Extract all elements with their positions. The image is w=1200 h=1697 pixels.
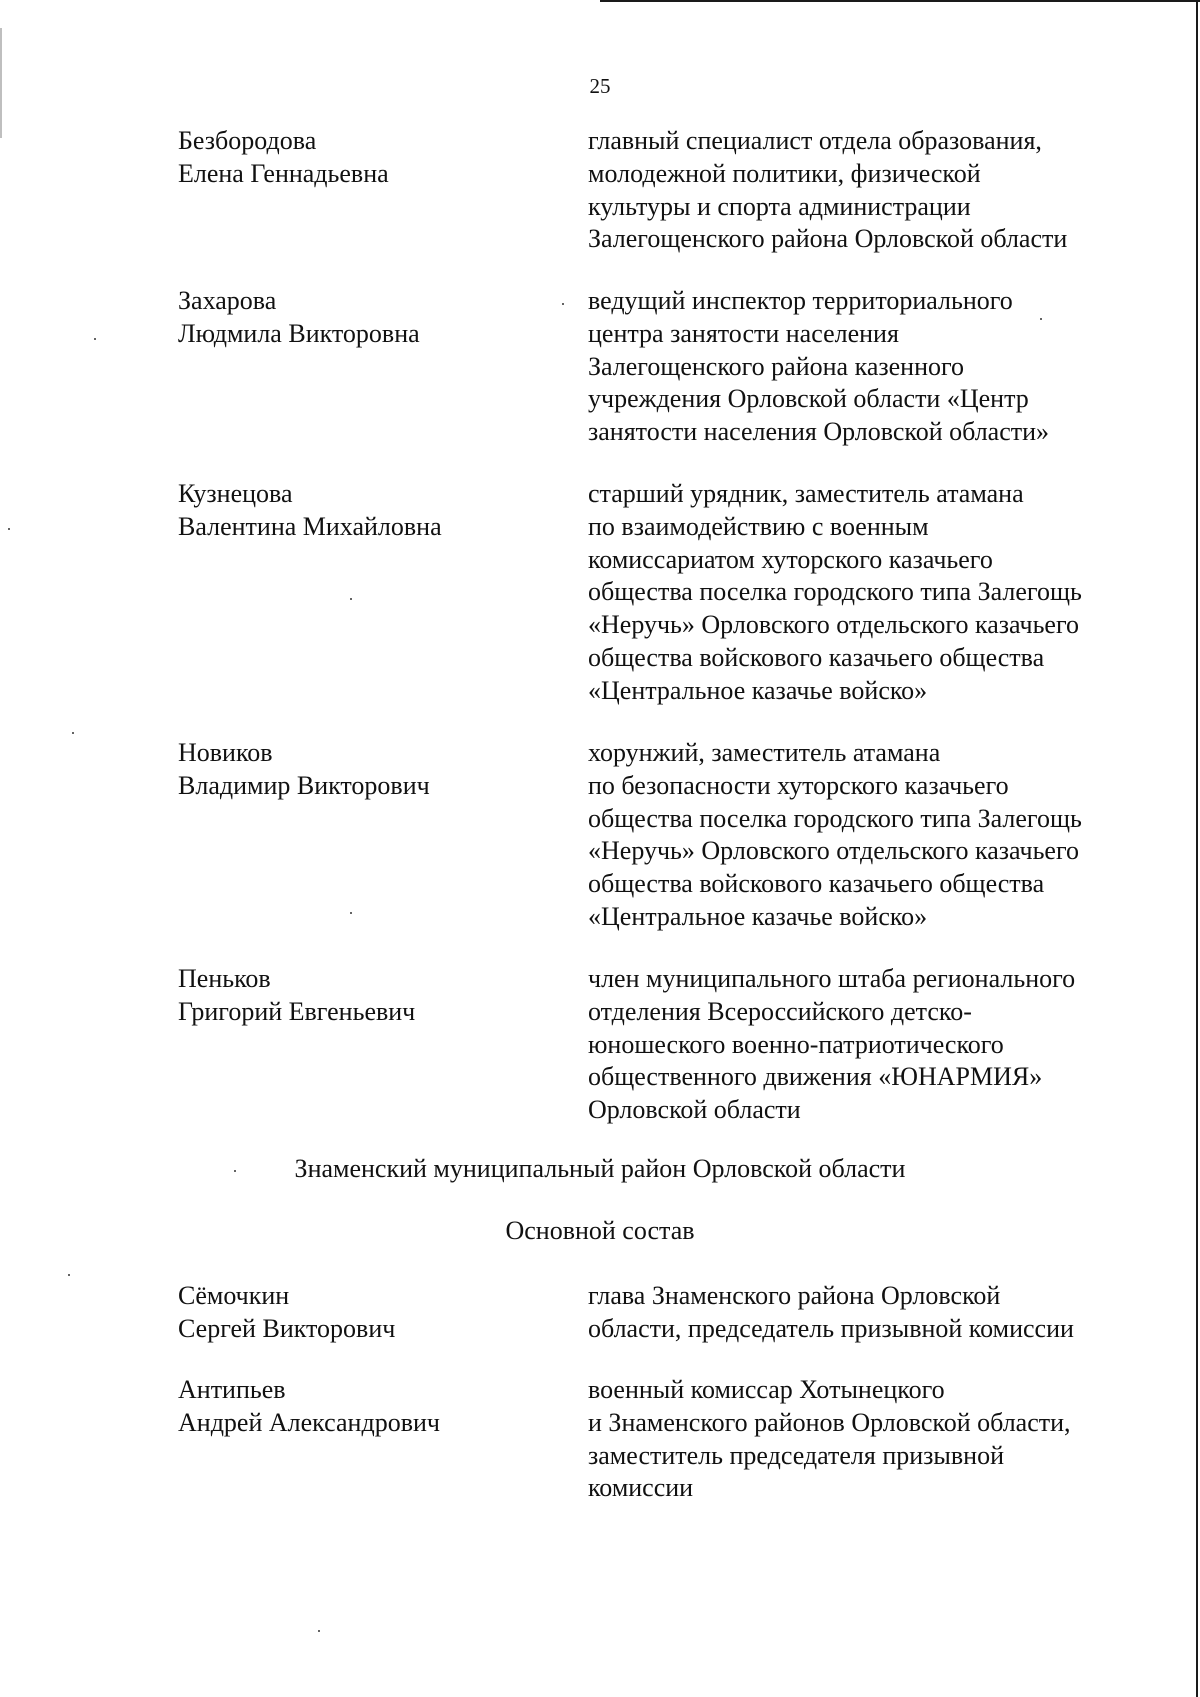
member-name bbox=[178, 478, 558, 543]
position-line: хорунжий, заместитель атамана bbox=[588, 738, 941, 767]
position-line: молодежной политики, физической bbox=[588, 158, 981, 188]
position-line: «Неручь» Орловского отдельского казачьего bbox=[588, 836, 1079, 866]
position-line: член муниципального штаба регионального bbox=[588, 964, 1076, 993]
member-position bbox=[588, 737, 1148, 934]
member-surname: Антипьев bbox=[178, 1375, 286, 1404]
position-line: и Знаменского районов Орловской области, bbox=[588, 1407, 1071, 1437]
position-line: «Центральное казачье войско» bbox=[588, 675, 928, 705]
position-line: комиссариатом хуторского казачьего bbox=[588, 544, 993, 574]
position-line: области, председатель призывной комиссии bbox=[588, 1313, 1074, 1343]
scan-speck bbox=[350, 598, 352, 600]
scan-speck bbox=[68, 1274, 70, 1276]
scan-speck bbox=[234, 1170, 236, 1172]
scan-border-top bbox=[600, 0, 1200, 2]
member-name bbox=[178, 1374, 558, 1439]
member-surname: Новиков bbox=[178, 738, 273, 767]
member-position bbox=[588, 125, 1148, 256]
position-line: старший урядник, заместитель атамана bbox=[588, 479, 1024, 508]
position-line: ведущий инспектор территориального bbox=[588, 286, 1013, 315]
scan-speck bbox=[94, 338, 96, 340]
member-name bbox=[178, 737, 558, 802]
position-line: культуры и спорта администрации bbox=[588, 191, 971, 221]
scan-speck bbox=[562, 303, 564, 305]
district-heading: Знаменский муниципальный район Орловской области bbox=[294, 1154, 906, 1183]
member-surname: Кузнецова bbox=[178, 479, 293, 508]
scan-speck bbox=[318, 1630, 320, 1632]
position-line: центра занятости населения bbox=[588, 318, 899, 348]
page-number: 25 bbox=[589, 74, 611, 98]
member-given-names: Людмила Викторовна bbox=[178, 318, 420, 348]
position-line: юношеского военно-патриотического bbox=[588, 1029, 1004, 1059]
member-position bbox=[588, 285, 1148, 449]
position-line: Залегощенского района казенного bbox=[588, 351, 965, 381]
member-given-names: Валентина Михайловна bbox=[178, 511, 442, 541]
position-line: заместитель председателя призывной bbox=[588, 1440, 1004, 1470]
scan-speck bbox=[1040, 318, 1042, 320]
member-surname: Пеньков bbox=[178, 964, 271, 993]
position-line: «Центральное казачье войско» bbox=[588, 901, 928, 931]
position-line: общества войскового казачьего общества bbox=[588, 869, 1045, 899]
scan-speck bbox=[8, 528, 10, 530]
position-line: общества войскового казачьего общества bbox=[588, 642, 1045, 672]
composition-heading: Основной состав bbox=[505, 1216, 695, 1245]
position-line: главный специалист отдела образования, bbox=[588, 126, 1042, 155]
member-surname: Безбородова bbox=[178, 126, 317, 155]
position-line: военный комиссар Хотынецкого bbox=[588, 1375, 945, 1404]
member-name bbox=[178, 1280, 558, 1345]
member-position bbox=[588, 963, 1148, 1127]
member-given-names: Сергей Викторович bbox=[178, 1313, 396, 1343]
member-given-names: Андрей Александрович bbox=[178, 1407, 440, 1437]
member-name bbox=[178, 285, 558, 350]
member-position bbox=[588, 1280, 1148, 1346]
position-line: по взаимодействию с военным bbox=[588, 511, 929, 541]
member-name bbox=[178, 963, 558, 1028]
member-position bbox=[588, 478, 1148, 708]
scan-border-right bbox=[1196, 0, 1198, 1697]
position-line: по безопасности хуторского казачьего bbox=[588, 770, 1009, 800]
position-line: «Неручь» Орловского отдельского казачьего bbox=[588, 610, 1079, 640]
position-line: общества поселка городского типа Залегощь bbox=[588, 577, 1082, 607]
position-line: занятости населения Орловской области» bbox=[588, 417, 1050, 447]
member-name bbox=[178, 125, 558, 190]
member-position bbox=[588, 1374, 1148, 1505]
position-line: комиссии bbox=[588, 1473, 694, 1503]
position-line: общественного движения «ЮНАРМИЯ» bbox=[588, 1062, 1043, 1092]
position-line: отделения Всероссийского детско- bbox=[588, 996, 972, 1026]
position-line: глава Знаменского района Орловской bbox=[588, 1281, 1001, 1310]
position-line: учреждения Орловской области «Центр bbox=[588, 384, 1029, 414]
position-line: общества поселка городского типа Залегощь bbox=[588, 803, 1082, 833]
member-surname: Сёмочкин bbox=[178, 1281, 290, 1310]
scan-speck bbox=[350, 912, 352, 914]
member-given-names: Елена Геннадьевна bbox=[178, 158, 389, 188]
position-line: Орловской области bbox=[588, 1095, 801, 1125]
position-line: Залегощенского района Орловской области bbox=[588, 224, 1068, 254]
scan-speck bbox=[72, 732, 74, 734]
member-surname: Захарова bbox=[178, 286, 277, 315]
member-given-names: Григорий Евгеньевич bbox=[178, 996, 416, 1026]
member-given-names: Владимир Викторович bbox=[178, 770, 430, 800]
